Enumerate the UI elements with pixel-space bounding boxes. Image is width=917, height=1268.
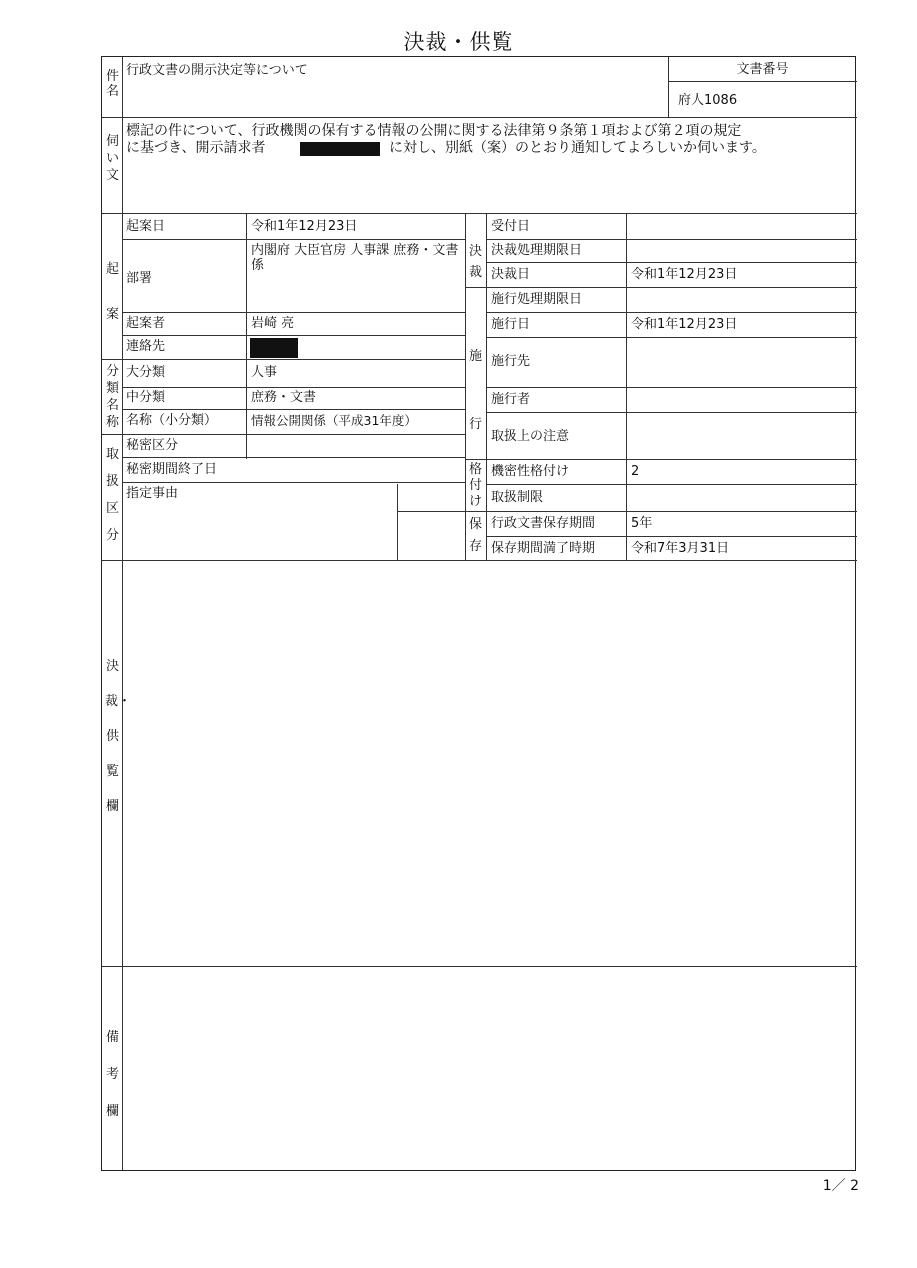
contact-redaction xyxy=(250,338,298,358)
remarks-column-label: 備考欄 xyxy=(105,1030,119,1119)
caution-label: 取扱上の注意 xyxy=(491,429,570,444)
dept-value: 内閣府 大臣官房 人事課 庶務・文書係 xyxy=(251,243,459,273)
subject-value: 行政文書の開示決定等について xyxy=(126,63,308,78)
subject-label: 件名 xyxy=(105,69,119,99)
handling-section-label: 取扱区分 xyxy=(105,447,119,543)
received-date-label: 受付日 xyxy=(491,219,531,234)
draft-date-label: 起案日 xyxy=(126,219,166,234)
major-label: 大分類 xyxy=(126,365,166,380)
retention-section-label: 保存 xyxy=(468,517,482,554)
enforcer-label: 施行者 xyxy=(491,392,531,407)
rating-section-label: 格付け xyxy=(468,462,482,509)
form-frame xyxy=(101,56,856,1171)
classification-section-label: 分類名称 xyxy=(105,364,119,430)
enforcement-date-value: 令和1年12月23日 xyxy=(631,317,738,332)
secret-end-label: 秘密期間終了日 xyxy=(126,462,218,477)
doc-number-value: 府人1086 xyxy=(678,93,738,108)
confidentiality-value: 2 xyxy=(631,464,640,479)
secret-label: 秘密区分 xyxy=(126,438,179,453)
retention-expiry-value: 令和7年3月31日 xyxy=(631,541,730,556)
enforcement-date-label: 施行日 xyxy=(491,317,531,332)
decision-section-label: 決裁 xyxy=(468,244,482,280)
inquiry-line2b: に対し、別紙（案）のとおり通知してよろしいか伺います。 xyxy=(389,140,766,156)
restriction-label: 取扱制限 xyxy=(491,490,544,505)
enforcement-deadline-label: 施行処理期限日 xyxy=(491,292,583,307)
drafter-value: 岩崎 亮 xyxy=(251,316,295,331)
enforcement-section-label: 施行 xyxy=(468,349,482,432)
destination-label: 施行先 xyxy=(491,354,531,369)
draft-section-label: 起案 xyxy=(105,262,119,322)
retention-period-value: 5年 xyxy=(631,516,653,531)
page-title: 決裁・供覧 xyxy=(403,30,514,54)
confidentiality-label: 機密性格付け xyxy=(491,464,570,479)
designation-reason-label: 指定事由 xyxy=(126,486,179,501)
inquiry-line2a: に基づき、開示請求者 xyxy=(126,140,266,156)
retention-period-label: 行政文書保存期間 xyxy=(491,516,596,531)
minor-label: 名称（小分類） xyxy=(126,413,218,428)
decision-date-label: 決裁日 xyxy=(491,267,531,282)
retention-expiry-label: 保存期間満了時期 xyxy=(491,541,596,556)
major-value: 人事 xyxy=(251,365,278,380)
page-number: 1／ 2 xyxy=(822,1178,859,1194)
decision-deadline-label: 決裁処理期限日 xyxy=(491,243,583,258)
doc-number-label: 文書番号 xyxy=(736,62,789,77)
draft-date-value: 令和1年12月23日 xyxy=(251,219,358,234)
dept-label: 部署 xyxy=(126,271,153,286)
minor-value: 情報公開関係（平成31年度） xyxy=(251,413,417,428)
requester-redaction xyxy=(300,142,380,156)
contact-label: 連絡先 xyxy=(126,339,166,354)
approval-column-label: 決裁・供覧欄 xyxy=(105,659,132,814)
inquiry-line1: 標記の件について、行政機関の保有する情報の公開に関する法律第９条第１項および第２項の規定 xyxy=(126,123,742,139)
middle-value: 庶務・文書 xyxy=(251,390,317,405)
inquiry-label: 伺い文 xyxy=(105,134,119,183)
decision-date-value: 令和1年12月23日 xyxy=(631,267,738,282)
middle-label: 中分類 xyxy=(126,390,166,405)
drafter-label: 起案者 xyxy=(126,316,166,331)
